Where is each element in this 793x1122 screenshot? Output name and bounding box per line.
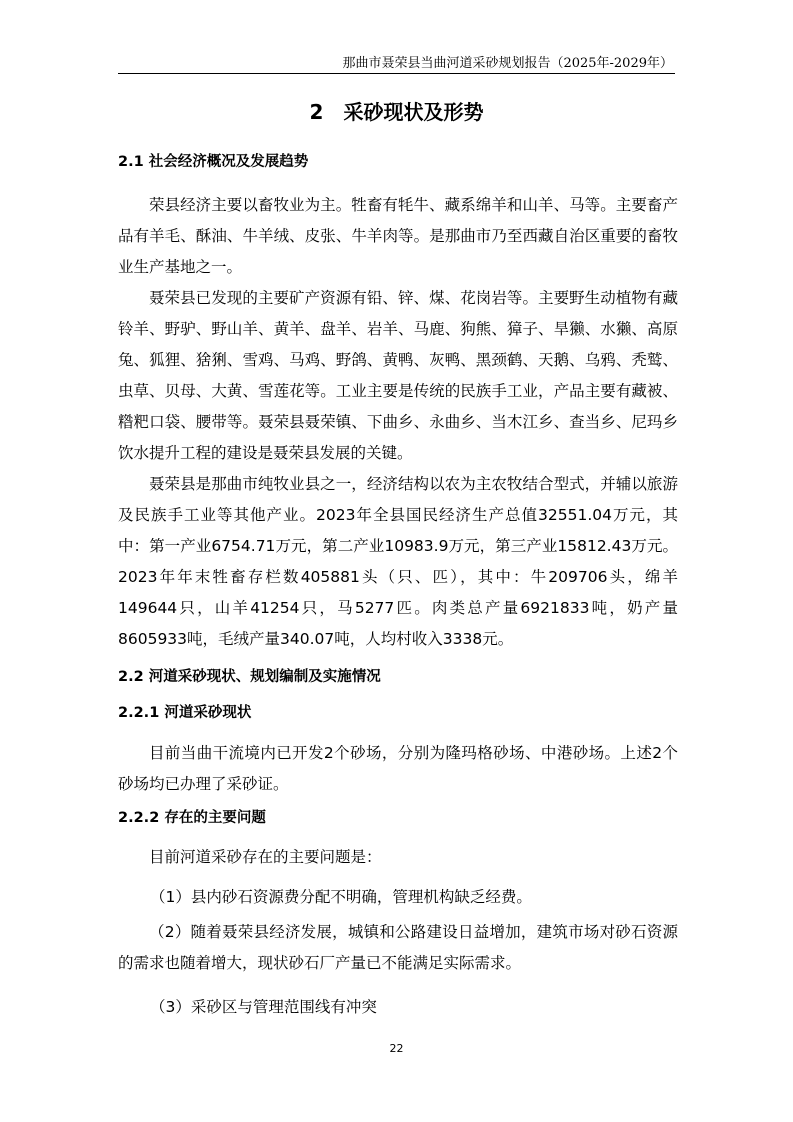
section-heading-2-2-1: 2.2.1 河道采砂现状 [118, 705, 252, 721]
running-header: 那曲市聂荣县当曲河道采砂规划报告（2025年-2029年） [342, 56, 673, 71]
paragraph-resources: 聂荣县已发现的主要矿产资源有铅、锌、煤、花岗岩等。主要野生动植物有藏铃羊、野驴、野山羊、黄羊、盘羊、岩羊、马鹿、狗熊、獐子、旱獭、水獭、高原兔、狐狸、猞猁、雪鸡、马鸡、野鸽、黄鸭、灰鸭、黑颈鹤、天鹅、乌鸦、秃鹫、虫草、贝母、大黄、雪莲花等。工业主要是传统的民族手工业，产品主要有藏被、糌粑口袋、腰带等。聂荣县聂荣镇、下曲乡、永曲乡、当木江乡、查当乡、尼玛乡饮水提升工程的建设是聂荣县发展的关键。 [118, 289, 678, 462]
problem-item-1: （1）县内砂石资源费分配不明确，管理机构缺乏经费。 [150, 888, 532, 906]
problem-item-3: （3）采砂区与管理范围线有冲突 [150, 998, 377, 1016]
paragraph-economy: 荣县经济主要以畜牧业为主。牲畜有牦牛、藏系绵羊和山羊、马等。主要畜产品有羊毛、酥油、牛羊绒、皮张、牛羊肉等。是那曲市乃至西藏自治区重要的畜牧业生产基地之一。 [118, 196, 678, 276]
paragraph-statistics: 聂荣县是那曲市纯牧业县之一，经济结构以农为主农牧结合型式，并辅以旅游及民族手工业等其他产业。2023年全县国民经济生产总值32551.04万元，其中：第一产业6754.71万元，第二产业10983.9万元，第三产业15812.43万元。2023年年末牲畜存栏数405881头（只、匹），其中：牛209706头，绵羊149644只，山羊41254只，马5277匹。肉类总产量6921833吨，奶产量8605933吨，毛绒产量340.07吨，人均村收入3338元。 [118, 475, 678, 648]
paragraph-sand-status: 目前当曲干流境内已开发2个砂场，分别为隆玛格砂场、中港砂场。上述2个砂场均已办理了采砂证。 [118, 744, 678, 793]
chapter-title: 2 采砂现状及形势 [309, 100, 484, 124]
section-heading-2-2: 2.2 河道采砂现状、规划编制及实施情况 [118, 669, 381, 685]
header-divider [118, 73, 675, 74]
section-heading-2-1: 2.1 社会经济概况及发展趋势 [118, 154, 309, 170]
paragraph-problems-intro: 目前河道采砂存在的主要问题是： [149, 848, 382, 866]
problem-item-2: （2）随着聂荣县经济发展，城镇和公路建设日益增加，建筑市场对砂石资源的需求也随着增大，现状砂石厂产量已不能满足实际需求。 [118, 923, 678, 972]
page-number: 22 [389, 1042, 404, 1055]
section-heading-2-2-2: 2.2.2 存在的主要问题 [118, 810, 266, 826]
